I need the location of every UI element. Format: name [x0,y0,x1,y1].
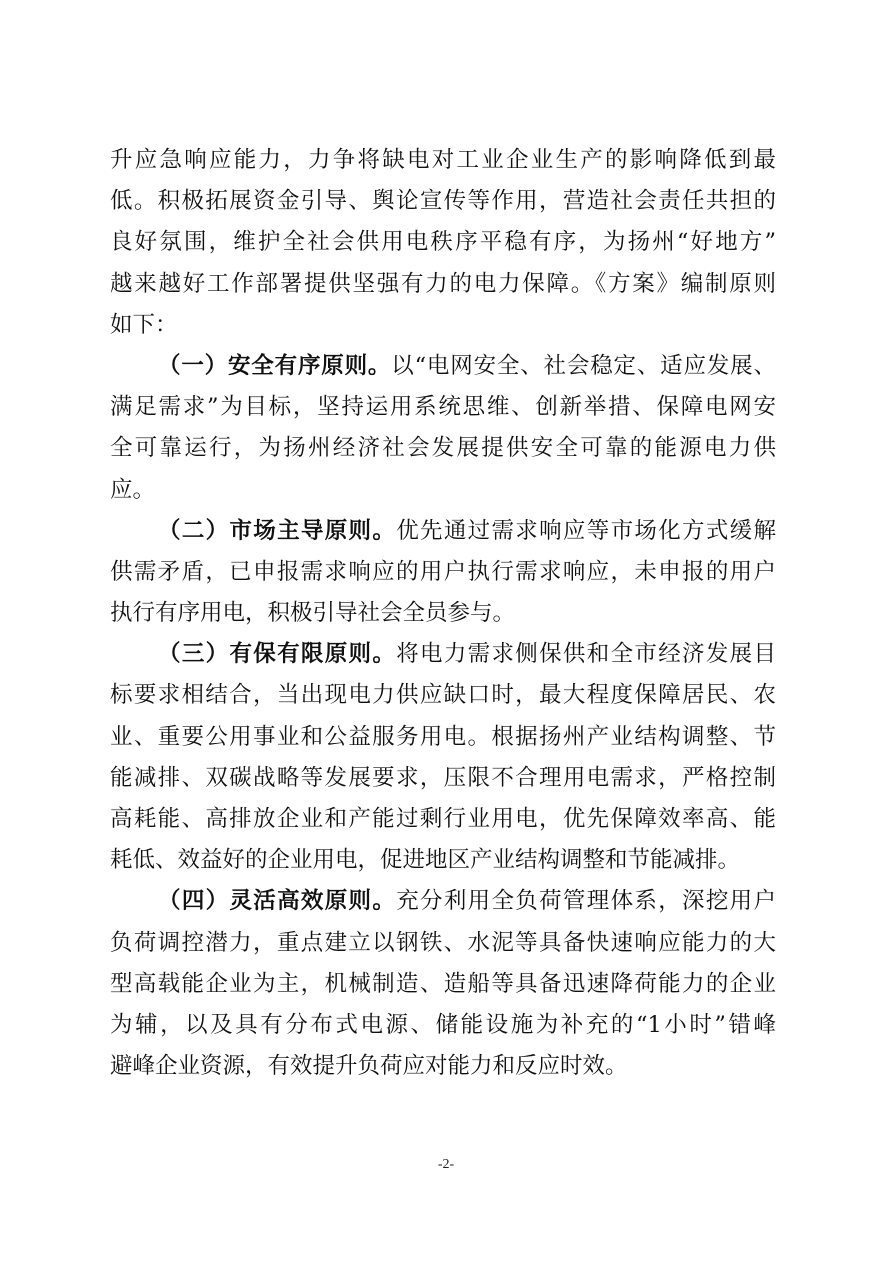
principle-2-first-line-text: 优先通过需求响应等市场化方式缓解 [396,517,776,544]
intro-line: 越来越好工作部署提供坚强有力的电力保障。《方案》编制原则 [110,270,776,297]
principle-2-line: 供需矛盾，已申报需求响应的用户执行需求响应，未申报的用户 [110,558,776,585]
principle-3-line: 业、重要公用事业和公益服务用电。根据扬州产业结构调整、节 [110,723,776,750]
principle-2-first-line [110,511,776,552]
principle-4-first-line [110,881,776,922]
principle-1-first-line [110,346,776,387]
intro-line: 低。积极拓展资金引导、舆论宣传等作用，营造社会责任共担的 [110,188,776,215]
document-body [110,140,776,1087]
principle-3-heading: （三）有保有限原则。 [158,641,397,668]
principle-4-line: 避峰企业资源，有效提升负荷应对能力和反应时效。 [110,1053,628,1080]
principle-3-line: 耗低、效益好的企业用电，促进地区产业结构调整和节能减排。 [110,847,741,874]
principle-4-line: 型高载能企业为主，机械制造、造船等具备迅速降荷能力的企业 [110,970,776,997]
principle-3-line: 高耗能、高排放企业和产能过剩行业用电，优先保障效率高、能 [110,806,776,832]
principle-4-line: 为辅，以及具有分布式电源、储能设施为补充的“1小时”错峰 [110,1011,776,1038]
principle-3-line: 标要求相结合，当出现电力供应缺口时，最大程度保障居民、农 [110,682,776,709]
principle-4-first-line-text: 充分利用全负荷管理体系，深挖用户 [396,888,776,915]
principle-3-line: 能减排、双碳战略等发展要求，压限不合理用电需求，严格控制 [110,764,776,791]
principle-4-heading: （四）灵活高效原则。 [158,888,397,915]
principle-3-first-line [110,634,776,675]
principle-1-line: 满足需求”为目标，坚持运用系统思维、创新举措、保障电网安 [110,394,776,421]
principle-2-line: 执行有序用电，积极引导社会全员参与。 [110,600,516,627]
principle-1-line: 全可靠运行，为扬州经济社会发展提供安全可靠的能源电力供 [110,435,776,462]
page-number: -2- [437,1157,455,1172]
principle-2-heading: （二）市场主导原则。 [158,517,397,544]
principle-4-line: 负荷调控潜力，重点建立以钢铁、水泥等具备快速响应能力的大 [110,929,776,956]
principle-1-first-line-text: 以“电网安全、社会稳定、适应发展、 [391,352,776,379]
intro-line: 升应急响应能力，力争将缺电对工业企业生产的影响降低到最 [110,147,776,173]
intro-line: 如下： [110,311,178,338]
principle-3-first-line-text: 将电力需求侧保供和全市经济发展目 [396,641,776,668]
intro-line: 良好氛围，维护全社会供用电秩序平稳有序，为扬州“好地方” [110,229,776,256]
principle-1-line: 应。 [110,476,156,503]
principle-1-heading: （一）安全有序原则。 [158,352,392,379]
